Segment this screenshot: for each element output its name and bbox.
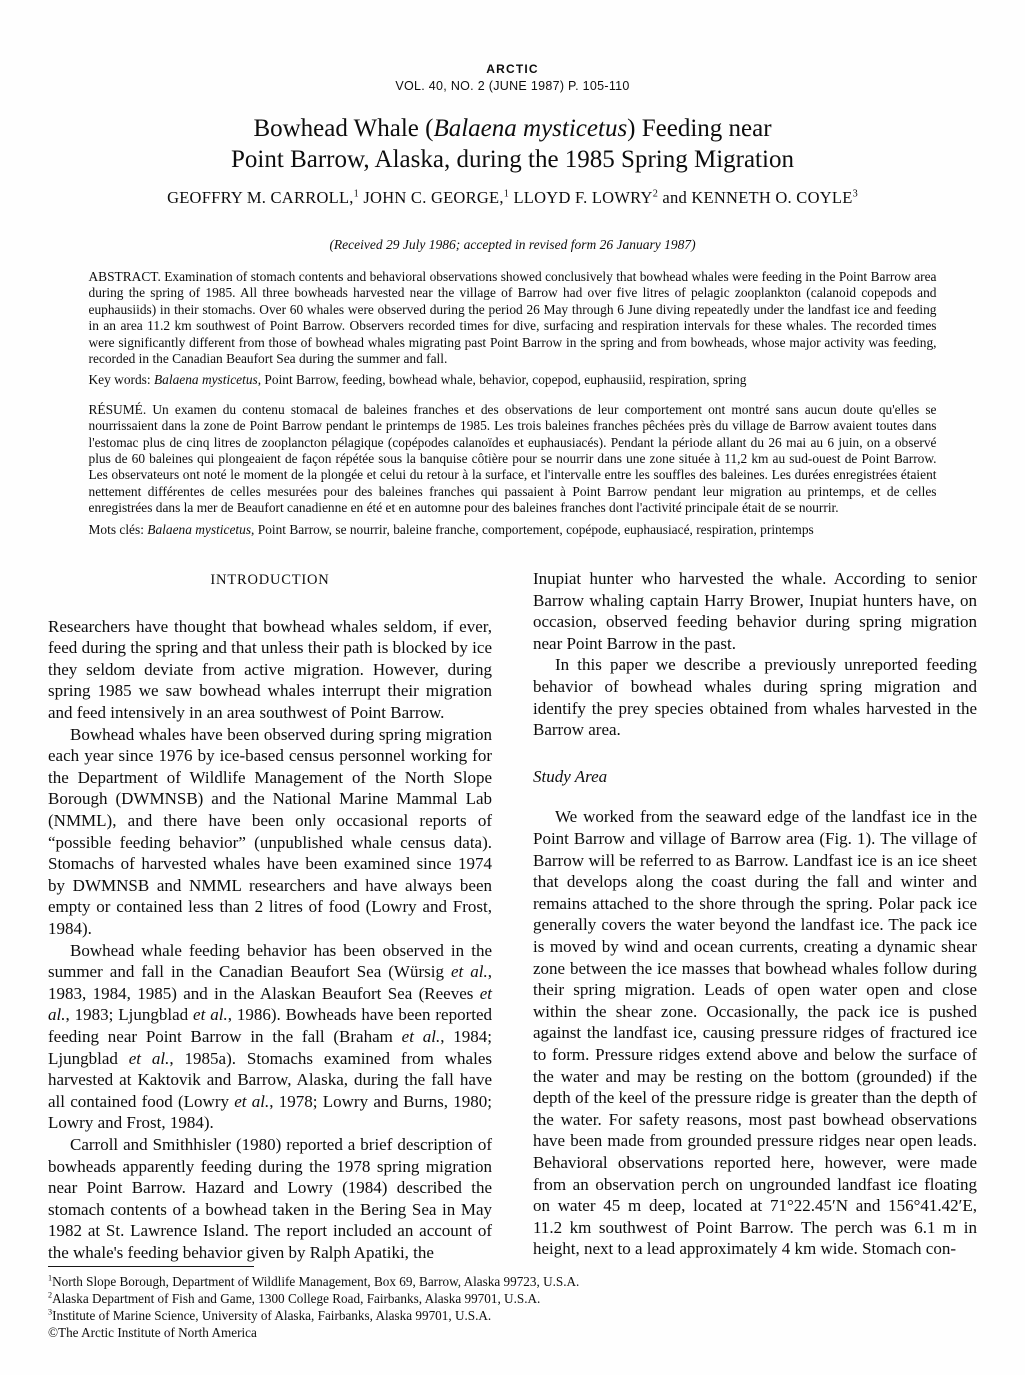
footnote-rule <box>48 1266 254 1267</box>
intro-paragraph-1: Researchers have thought that bowhead whales seldom, if ever, feed during the spring and that unless their path is blocked by ice they seldom deviate from active migration. However, during spring 1985 we saw bowhead whales interrupt their migration and feed intensively in an area southwest of Point Barrow. <box>48 616 492 723</box>
section-heading-introduction: INTRODUCTION <box>210 572 330 589</box>
abstract-text: Examination of stomach contents and behavioral observations showed conclusively that bowhead whales were feeding in the Point Barrow area during the spring of 1985. All three bowheads harvested near the village of Barrow had over five litres of pelagic zooplankton (calanoid copepods and euphausiids) in their stomachs. Over 60 whales were observed during the period 26 May through 6 June diving repeatedly under the landfast ice and feeding in an area 11.2 km southwest of Point Barrow. Observers recorded times for dive, surfacing and respiration intervals for these whales. The recorded times were significantly different from those of bowhead whales migrating past Point Barrow in the spring and from bowheads, whose major activity was feeding, recorded in the Canadian Beaufort Sea during the summer and fall. <box>88 269 937 367</box>
footnotes-block <box>48 1266 768 1341</box>
right-column <box>533 568 977 1263</box>
journal-name: ARCTIC <box>486 62 539 76</box>
footnote-3: $^3$Institute of Marine Science, University of Alaska, Fairbanks, Alaska 99701, U.S.A. <box>48 1307 492 1323</box>
abstract-label: ABSTRACT. <box>88 269 161 284</box>
body-columns <box>48 568 977 1263</box>
left-column <box>48 568 492 1263</box>
footnote-copyright: ©The Arctic Institute of North America <box>48 1325 257 1340</box>
paper-title <box>0 113 1025 175</box>
intro-paragraph-5: Inupiat hunter who harvested the whale. According to senior Barrow whaling captain Harry Brower, Inupiat hunters have, on occasion, observed feeding behavior during spring migration near Point Barrow in the past. <box>533 569 977 653</box>
intro-paragraph-3: Bowhead whale feeding behavior has been observed in the summer and fall in the Canadian Beaufort Sea (Würsig et al., 1983, 1984, 1985) and in the Alaskan Beaufort Sea (Reeves et al., 1983; Ljungblad et al., 1986). Bowheads have been reported feeding near Point Barrow in the fall (Braham et al., 1984; Ljungblad et al., 1985a). Stomachs examined from whales harvested at Kaktovik and Barrow, Alaska, during the fall have all contained food (Lowry et al., 1978; Lowry and Burns, 1980; Lowry and Frost, 1984). <box>48 940 493 1133</box>
intro-paragraph-6: In this paper we describe a previously unreported feeding behavior of bowhead whales during spring migration and identify the prey species obtained from whales harvested in the Barrow area. <box>533 655 977 740</box>
mots-cles-line: Mots clés: Balaena mysticetus, Point Barrow, se nourrir, baleine franche, comportement, copépode, euphausiacé, respiration, printemps <box>88 521 814 537</box>
intro-paragraph-4: Carroll and Smithhisler (1980) reported a brief description of bowheads apparently feeding during the 1978 spring migration near Point Barrow. Hazard and Lowry (1984) described the stomach contents of a bowhead taken in the Bering Sea in May 1982 at St. Lawrence Island. The report included an account of the whale's feeding behavior given by Ralph Apatiki, the <box>48 1134 492 1262</box>
received-accepted-line: (Received 29 July 1986; accepted in revised form 26 January 1987) <box>329 237 696 252</box>
study-area-paragraph-1: We worked from the seaward edge of the landfast ice in the Point Barrow and village of Barrow area (Fig. 1). The village of Barrow will be referred to as Barrow. Landfast ice is an ice sheet that develops along the coast during the fall and winter and remains attached to the shore through the spring. Polar pack ice generally covers the water beyond the landfast ice. The pack ice is moved by wind and ocean currents, creating a dynamic shear zone between the ice masses that bowhead whales follow during their spring migration. Leads of open water open and close within the shear zone. Occasionally, the pack ice is pushed against the landfast ice, causing pressure ridges of fractured ice to form. Pressure ridges extend above and below the surface of the water and may be resting on the bottom (grounded) if the depth of the keel of the pressure ridge is greater than the depth of the water. For safety reasons, most past bowhead observations have been made from grounded pressure ridges near open leads. Behavioral observations reported here, however, were made from an observation perch on ungrounded landfast ice floating on water 45 m deep, located at 71°22.45′N and 156°41.42′E, 11.2 km southwest of Point Barrow. The perch was 6.1 m in height, next to a lead approximately 4 km wide. Stomach con- <box>533 807 977 1259</box>
footnote-2: $^2$Alaska Department of Fish and Game, 1300 College Road, Fairbanks, Alaska 99701, U.S.A. <box>48 1290 541 1306</box>
paper-title-line-2: Point Barrow, Alaska, during the 1985 Spring Migration <box>231 146 794 173</box>
front-matter <box>89 269 937 538</box>
resume-paragraph <box>89 402 937 517</box>
journal-issue-line: VOL. 40, NO. 2 (JUNE 1987) P. 105-110 <box>395 79 630 93</box>
paper-title-line-1: Bowhead Whale (Balaena mysticetus) Feeding near <box>253 115 772 142</box>
journal-masthead <box>0 0 1025 93</box>
intro-paragraph-2: Bowhead whales have been observed during spring migration each year since 1976 by ice-based census personnel working for the Department of Wildlife Management of the North Slope Borough (DWMNSB) and the National Marine Mammal Lab (NMML), and there have been only occasional reports of “possible feeding behavior” (unpublished whale census data). Stomachs of harvested whales have been examined since 1974 by DWMNSB and NMML researchers and have always been empty or contained less than 2 litres of food (Lowry and Frost, 1984). <box>48 724 492 938</box>
resume-text: Un examen du contenu stomacal de baleines franches et des observations de leur comportement ont montré sans aucun doute qu'elles se nourrissaient dans la zone de Point Barrow pendant le printemps de 1985. Les trois baleines franches pêchées près du village de Barrow avaient toutes dans l'estomac plus de cinq litres de zooplancton pélagique (copépodes calanoïdes et euphausiacés). Pendant la période allant du 26 mai au 6 juin, on a observé plus de 60 baleines qui plongeaient de façon répétée sous la banquise côtière pour se nourrir dans une zone située à 11,2 km au sud-ouest de Point Barrow. Les observateurs ont noté le moment de la plongée et celui du retour à la surface, et l'intervalle entre les souffles des baleines. Les durées enregistrées étaient nettement différentes de celles mesurées pour des baleines franches qui passaient à Point Barrow pendant leur migration au printemps, et de celles enregistrées dans la mer de Beaufort canadienne en été et en automne pour des baleines franches dont l'activité principale était de se nourrir. <box>88 401 937 516</box>
abstract-paragraph <box>89 269 937 367</box>
authors-line: GEOFFRY M. CARROLL,$^1$ JOHN C. GEORGE,$^1$ LLOYD F. LOWRY$^2$ and KENNETH O. COYLE$^3$ <box>167 188 858 207</box>
footnote-1: $^1$North Slope Borough, Department of Wildlife Management, Box 69, Barrow, Alaska 99723, U.S.A. <box>48 1273 580 1289</box>
resume-label: RÉSUMÉ. <box>88 401 147 417</box>
subsection-heading-study-area: Study Area <box>533 766 608 786</box>
keywords-line: Key words: Balaena mysticetus, Point Barrow, feeding, bowhead whale, behavior, copepod, euphausiid, respiration, spring <box>88 372 747 388</box>
